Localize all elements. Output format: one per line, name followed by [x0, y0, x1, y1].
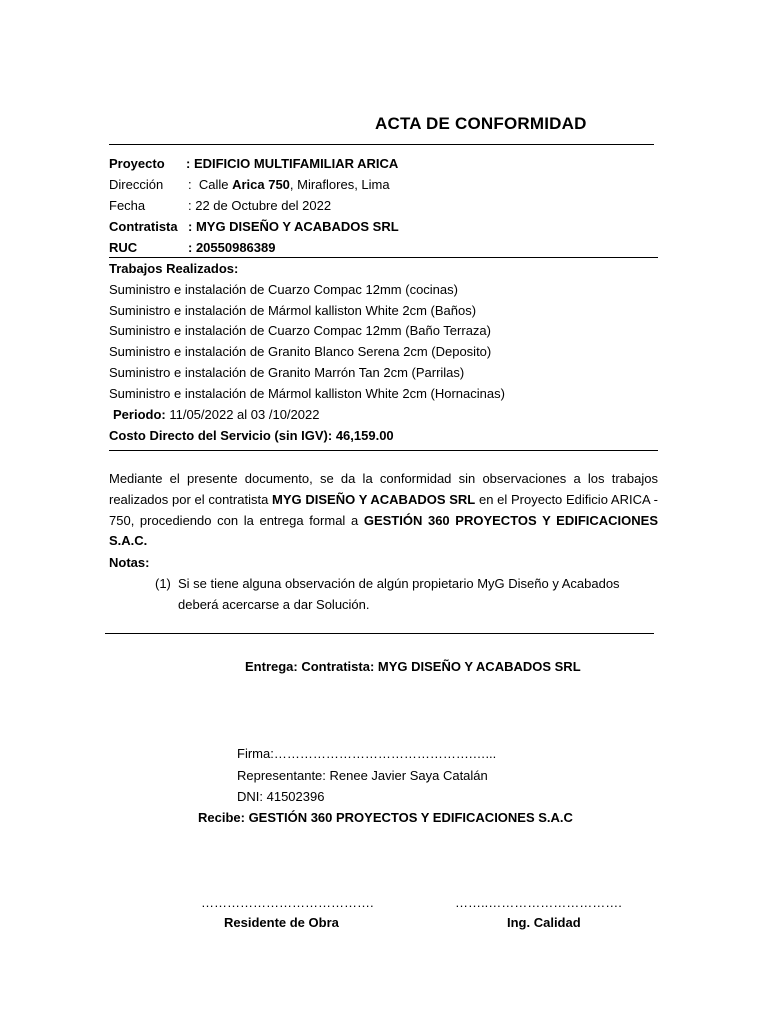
paragraph-line-1: Mediante el presente documento, se da la conformidad sin observaciones a los trabajos	[109, 471, 658, 486]
title-divider	[109, 144, 654, 145]
signature-line-right: ……..………………………….	[455, 895, 622, 910]
proyecto-label: Proyecto	[109, 156, 165, 171]
signature-line-left: ………………………………….	[201, 895, 374, 910]
document-title: ACTA DE CONFORMIDAD	[375, 114, 587, 133]
trabajo-item: Suministro e instalación de Granito Blanco Serena 2cm (Deposito)	[109, 344, 492, 359]
paragraph-text: 750, procediendo con la entrega formal a	[109, 512, 364, 528]
contratista-value: : MYG DISEÑO Y ACABADOS SRL	[188, 219, 399, 234]
paragraph-text: realizados por el contratista	[109, 491, 273, 507]
trabajo-item: Suministro e instalación de Cuarzo Compac 12mm (Baño Terraza)	[109, 323, 491, 338]
note-number: (1)	[155, 576, 171, 591]
dni: DNI: 41502396	[237, 789, 325, 804]
direccion-prefix: : Calle	[188, 177, 233, 192]
signature-label-left: Residente de Obra	[224, 915, 339, 930]
recibe: Recibe: GESTIÓN 360 PROYECTOS Y EDIFICACIONES S.A.C	[198, 810, 573, 825]
entrega-row	[245, 659, 581, 674]
fecha-label: Fecha	[109, 198, 146, 213]
trabajo-item: Suministro e instalación de Cuarzo Compac 12mm (cocinas)	[109, 282, 458, 297]
ruc-label: RUC	[109, 240, 138, 255]
trabajo-item: Suministro e instalación de Mármol kalliston White 2cm (Hornacinas)	[109, 386, 505, 401]
fecha-row	[109, 198, 331, 214]
firma-line: Firma:……………………………………….…...	[237, 746, 497, 761]
costo-divider	[109, 450, 658, 451]
paragraph-contractor: MYG DISEÑO Y ACABADOS SRL	[272, 491, 476, 507]
periodo-value: 11/05/2022 al 03 /10/2022	[165, 407, 320, 422]
contratista-label: Contratista	[109, 219, 178, 234]
note-line-1: Si se tiene alguna observación de algún propietario MyG Diseño y Acabados	[178, 576, 620, 591]
trabajos-title: Trabajos Realizados:	[109, 261, 239, 276]
conformidad-paragraph	[109, 469, 658, 552]
paragraph-line-4: S.A.C.	[109, 533, 148, 549]
header-divider	[109, 257, 658, 258]
ruc-row	[109, 240, 275, 256]
fecha-value: : 22 de Octubre del 2022	[188, 198, 332, 213]
proyecto-value: : EDIFICIO MULTIFAMILIAR ARICA	[186, 156, 399, 171]
ruc-value: : 20550986389	[188, 240, 276, 255]
direccion-street: Arica 750	[232, 177, 290, 192]
paragraph-line-3	[109, 511, 658, 532]
entrega-label: Entrega: Contratista	[245, 659, 370, 674]
paragraph-receiver: GESTIÓN 360 PROYECTOS Y EDIFICACIONES	[363, 512, 658, 528]
entrega-value: : MYG DISEÑO Y ACABADOS SRL	[369, 659, 581, 674]
contratista-row	[109, 219, 399, 235]
trabajo-item: Suministro e instalación de Mármol kalliston White 2cm (Baños)	[109, 303, 477, 318]
periodo-label: Periodo:	[113, 407, 166, 422]
note-line-2: deberá acercarse a dar Solución.	[178, 597, 370, 612]
representante: Representante: Renee Javier Saya Catalán	[237, 768, 488, 783]
notas-label: Notas:	[109, 555, 150, 570]
trabajo-item: Suministro e instalación de Granito Marrón Tan 2cm (Parrilas)	[109, 365, 465, 380]
signature-label-right: Ing. Calidad	[507, 915, 581, 930]
notes-divider	[105, 633, 654, 634]
direccion-row	[109, 177, 390, 193]
direccion-suffix: , Miraflores, Lima	[289, 177, 390, 192]
proyecto-row	[109, 156, 398, 172]
direccion-label: Dirección	[109, 177, 164, 192]
periodo-row	[113, 407, 319, 423]
paragraph-text: en el Proyecto Edificio ARICA -	[475, 491, 658, 507]
paragraph-line-2	[109, 490, 658, 511]
costo-row: Costo Directo del Servicio (sin IGV): 46,159.00	[109, 428, 394, 443]
